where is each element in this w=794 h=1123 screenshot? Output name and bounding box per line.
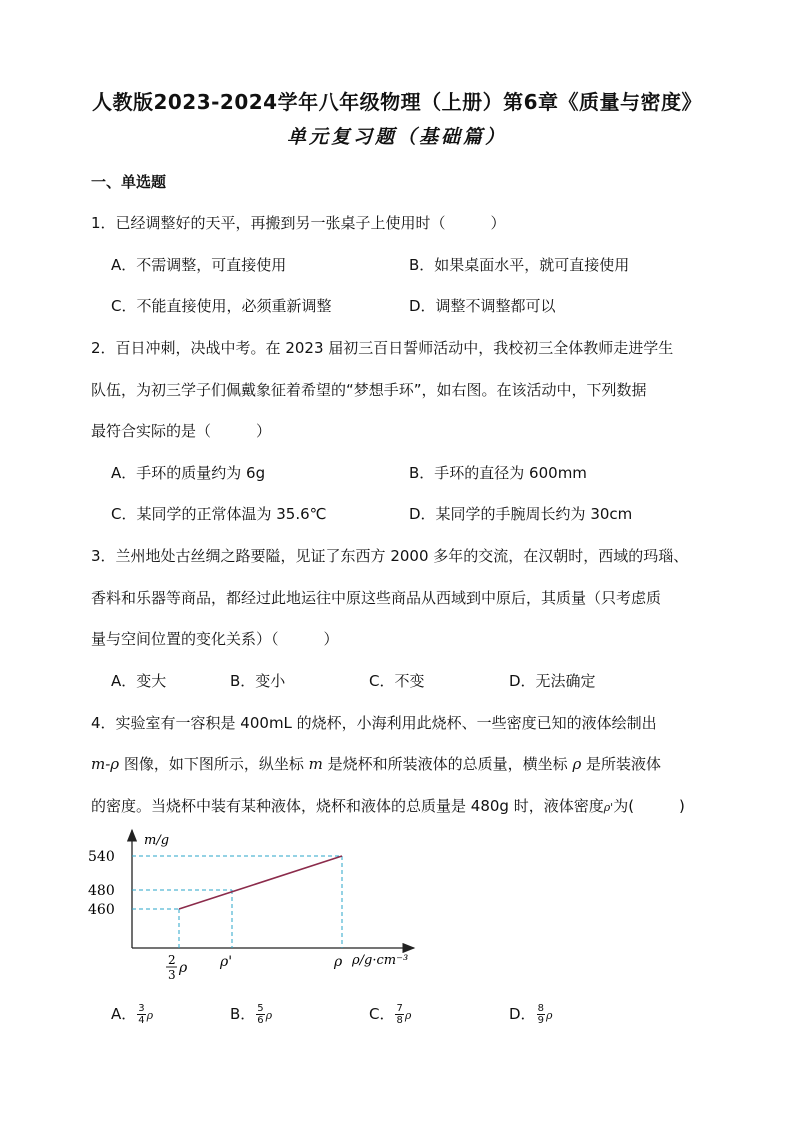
fraction-numerator: 7	[396, 1003, 403, 1014]
q4-rho-prime-symbol: ρ'	[603, 801, 614, 814]
q4-line2-text-c: 是所装液体	[581, 755, 662, 773]
q3-option-d[interactable]: D．无法确定	[509, 672, 596, 690]
fraction-numerator: 5	[257, 1003, 264, 1014]
q4-line3-end: 为( )	[613, 797, 685, 815]
q4-option-b-label: B．	[230, 1005, 256, 1023]
q4-option-a[interactable]	[111, 1003, 153, 1026]
q4-option-c-fraction	[395, 1003, 403, 1026]
q4-option-c[interactable]	[369, 1003, 411, 1026]
q2-option-d[interactable]: D．某同学的手腕周长约为 30cm	[409, 505, 633, 523]
q4-option-d-label: D．	[509, 1005, 536, 1023]
q4-stem-line3	[91, 796, 685, 818]
page-subtitle: 单元复习题（基础篇）	[286, 126, 507, 148]
q4-option-d-rho: ρ	[545, 1009, 553, 1022]
q1-option-b[interactable]: B．如果桌面水平，就可直接使用	[409, 256, 630, 274]
q2-stem-line2: 队伍，为初三学子们佩戴象征着希望的“梦想手环”，如右图。在该活动中，下列数据	[91, 381, 647, 399]
q4-option-c-rho: ρ	[404, 1009, 412, 1022]
q4-option-b[interactable]	[230, 1003, 272, 1026]
fraction-numerator: 8	[537, 1003, 544, 1014]
q4-option-d-fraction	[537, 1003, 545, 1026]
q2-stem-line3: 最符合实际的是（ ）	[91, 422, 272, 440]
q2-option-b[interactable]: B．手环的直径为 600mm	[409, 464, 587, 482]
q4-m-rho-symbol: m-ρ	[91, 755, 120, 773]
fraction-denominator: 6	[257, 1015, 264, 1026]
data-line	[179, 856, 342, 909]
q3-option-c[interactable]: C．不变	[369, 672, 425, 690]
q4-stem-line2	[91, 754, 661, 774]
q4-rho-symbol: ρ	[572, 755, 582, 773]
fraction-denominator: 9	[537, 1015, 544, 1026]
q4-line3-text: 的密度。当烧杯中装有某种液体，烧杯和液体的总质量是 480g 时，液体密度	[91, 797, 604, 815]
x-tick-2-3-rho-sym: ρ	[179, 960, 188, 976]
q1-option-d[interactable]: D．调整不调整都可以	[409, 297, 556, 315]
section-heading: 一、单选题	[91, 173, 167, 191]
q1-option-c[interactable]: C．不能直接使用，必须重新调整	[111, 297, 332, 315]
x-tick-2-3-rho-num: 2	[168, 953, 176, 967]
q1-stem: 1．已经调整好的天平，再搬到另一张桌子上使用时（ ）	[91, 214, 506, 232]
q4-m-symbol: m	[308, 755, 323, 773]
q4-line2-text-a: 图像，如下图所示，纵坐标	[119, 755, 309, 773]
q4-option-a-label: A．	[111, 1005, 137, 1023]
q2-option-c[interactable]: C．某同学的正常体温为 35.6℃	[111, 505, 327, 523]
y-tick-460: 460	[88, 902, 115, 918]
y-tick-480: 480	[88, 883, 115, 899]
q4-line2-text-b: 是烧杯和所装液体的总质量，横坐标	[322, 755, 573, 773]
m-rho-graph	[84, 824, 454, 984]
x-tick-rho: ρ	[334, 954, 343, 970]
q3-stem-line3: 量与空间位置的变化关系）（ ）	[91, 630, 339, 648]
page-title: 人教版2023-2024学年八年级物理（上册）第6章《质量与密度》	[91, 90, 703, 114]
x-tick-2-3-rho-den: 3	[168, 968, 176, 982]
q2-option-a[interactable]: A．手环的质量约为 6g	[111, 464, 266, 482]
q2-stem-line1: 2．百日冲刺，决战中考。在 2023 届初三百日誓师活动中，我校初三全体教师走进学生	[91, 339, 674, 357]
y-axis-label: m/g	[144, 833, 170, 848]
q3-option-a[interactable]: A．变大	[111, 672, 167, 690]
q4-option-a-fraction	[137, 1003, 145, 1026]
q4-option-b-rho: ρ	[265, 1009, 273, 1022]
q3-option-b[interactable]: B．变小	[230, 672, 286, 690]
y-tick-540: 540	[88, 849, 115, 865]
q4-option-c-label: C．	[369, 1005, 395, 1023]
q4-option-b-fraction	[256, 1003, 264, 1026]
fraction-numerator: 3	[138, 1003, 145, 1014]
q3-stem-line1: 3．兰州地处古丝绸之路要隘，见证了东西方 2000 多年的交流，在汉朝时，西域的玛瑙、	[91, 547, 689, 565]
fraction-denominator: 8	[396, 1015, 403, 1026]
q4-option-d[interactable]	[509, 1003, 552, 1026]
q3-stem-line2: 香料和乐器等商品，都经过此地运往中原这些商品从西域到中原后，其质量（只考虑质	[91, 589, 662, 607]
q4-option-a-rho: ρ	[146, 1009, 154, 1022]
q4-stem-line1: 4．实验室有一容积是 400mL 的烧杯，小海利用此烧杯、一些密度已知的液体绘制出	[91, 714, 657, 732]
fraction-denominator: 4	[138, 1015, 145, 1026]
x-tick-rho-prime: ρ'	[220, 954, 233, 970]
x-axis-label: ρ/g·cm⁻³	[352, 953, 409, 968]
q1-option-a[interactable]: A．不需调整，可直接使用	[111, 256, 287, 274]
